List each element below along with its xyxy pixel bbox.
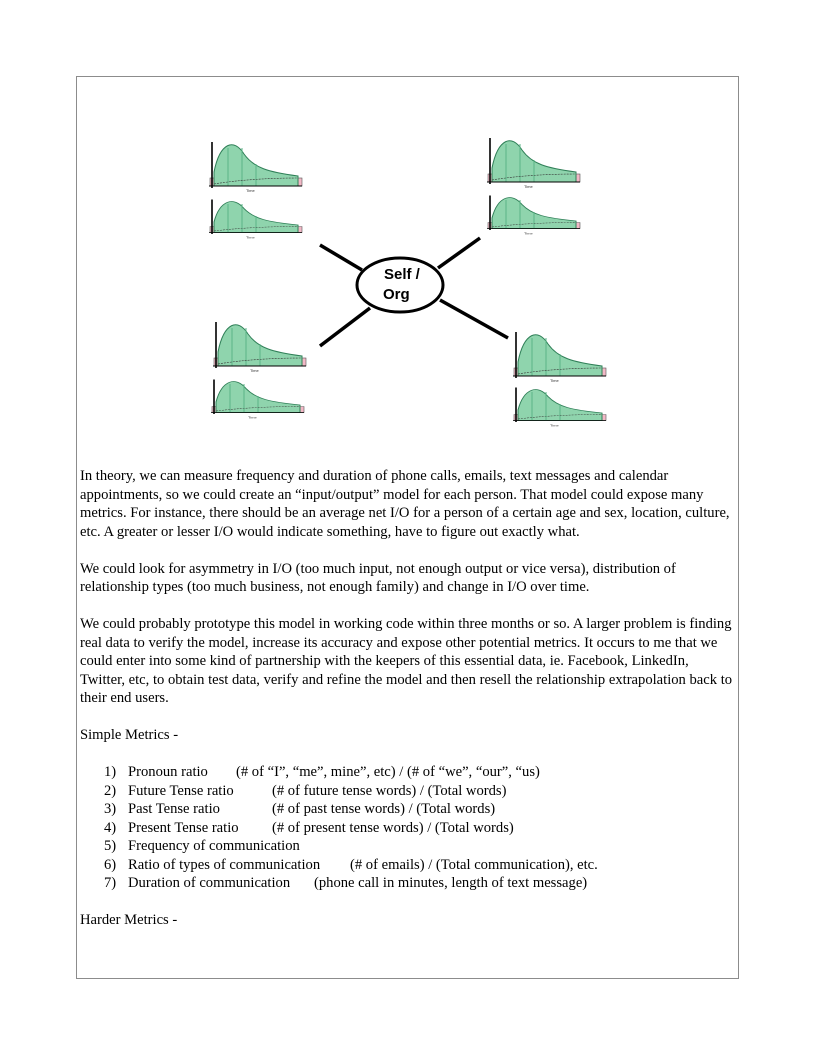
metric-formula: (# of emails) / (Total communication), etc.	[350, 856, 598, 873]
metric-name: Pronoun ratio	[128, 764, 208, 780]
paragraph-3: We could probably prototype this model in working code within three months or so. A larger problem is finding real data to verify the model, increase its accuracy and expose other potential metrics. It occurs to me that we could enter into some kind of partnership with the keepers of this essential data, ie. Facebook, LinkedIn, Twitter, etc, to obtain test data, verify and refine the model and then resell the relationship extrapolation back to their end users.	[80, 616, 733, 706]
svg-text:Time: Time	[524, 231, 533, 236]
svg-text:Time: Time	[550, 423, 559, 428]
svg-text:Time: Time	[246, 188, 255, 193]
metric-name: Future Tense ratio	[128, 782, 234, 799]
simple-metrics-list	[80, 763, 736, 893]
metric-name: Ratio of types of communication	[128, 856, 321, 873]
metric-number: 7)	[104, 875, 117, 891]
metric-item	[104, 837, 736, 856]
connector-top-left	[320, 245, 362, 270]
metric-name: Present Tense ratio	[128, 819, 239, 836]
svg-text:Time: Time	[250, 368, 259, 373]
simple-metrics-heading: Simple Metrics -	[80, 727, 179, 743]
metric-item	[104, 800, 736, 819]
metric-item	[104, 763, 736, 782]
metric-formula: (# of present tense words) / (Total words)	[272, 819, 514, 836]
document-body	[80, 467, 736, 948]
metric-item	[104, 819, 736, 838]
connector-bottom-right	[440, 300, 508, 338]
mini-chart-bottom-left-2	[211, 380, 304, 420]
metric-formula: (phone call in minutes, length of text message)	[314, 875, 588, 891]
metric-item	[104, 856, 736, 875]
metric-number: 6)	[104, 856, 117, 873]
mini-chart-top-right-1	[487, 138, 580, 189]
metric-number: 5)	[104, 838, 117, 854]
metric-formula: (# of “I”, “me”, mine”, etc) / (# of “we”, “our”, “us)	[236, 764, 540, 780]
metric-name: Duration of communication	[128, 875, 291, 891]
metric-number: 3)	[104, 801, 117, 817]
metric-formula: (# of future tense words) / (Total words)	[272, 782, 507, 799]
mini-chart-bottom-right-2	[513, 388, 606, 428]
metric-number: 1)	[104, 764, 117, 780]
svg-text:Time: Time	[246, 235, 255, 240]
svg-text:Time: Time	[550, 378, 559, 383]
center-label-line-2: Org	[383, 286, 410, 303]
metric-number: 2)	[104, 782, 117, 799]
mini-chart-top-right-2	[487, 196, 580, 236]
metric-number: 4)	[104, 819, 117, 836]
metric-formula: (# of past tense words) / (Total words)	[272, 801, 496, 817]
metric-name: Past Tense ratio	[128, 801, 220, 817]
mini-chart-top-left-2	[209, 200, 302, 240]
harder-metrics-heading: Harder Metrics -	[80, 912, 178, 928]
svg-text:Time: Time	[248, 415, 257, 420]
self-org-diagram	[200, 130, 620, 430]
connector-bottom-left	[320, 308, 370, 346]
metric-item	[104, 782, 736, 801]
center-label-line-1: Self /	[384, 266, 420, 283]
svg-text:Time: Time	[524, 184, 533, 189]
mini-chart-top-left-1	[209, 142, 302, 193]
connector-top-right	[438, 238, 480, 268]
metric-item	[104, 874, 736, 893]
paragraph-2: We could look for asymmetry in I/O (too much input, not enough output or vice versa), distribution of relationship types (too much business, not enough family) and change in I/O over time.	[80, 560, 676, 595]
mini-chart-bottom-left-1	[213, 322, 306, 373]
mini-chart-bottom-right-1	[513, 332, 606, 383]
metric-name: Frequency of communication	[128, 838, 300, 854]
paragraph-1: In theory, we can measure frequency and duration of phone calls, emails, text messages and calendar appointments, so we could create an “input/output” model for each person. That model could expose many metrics. For instance, there should be an average net I/O for a person of a certain age and sex, location, culture, etc. A greater or lesser I/O would indicate something, have to figure out exactly what.	[80, 468, 730, 540]
